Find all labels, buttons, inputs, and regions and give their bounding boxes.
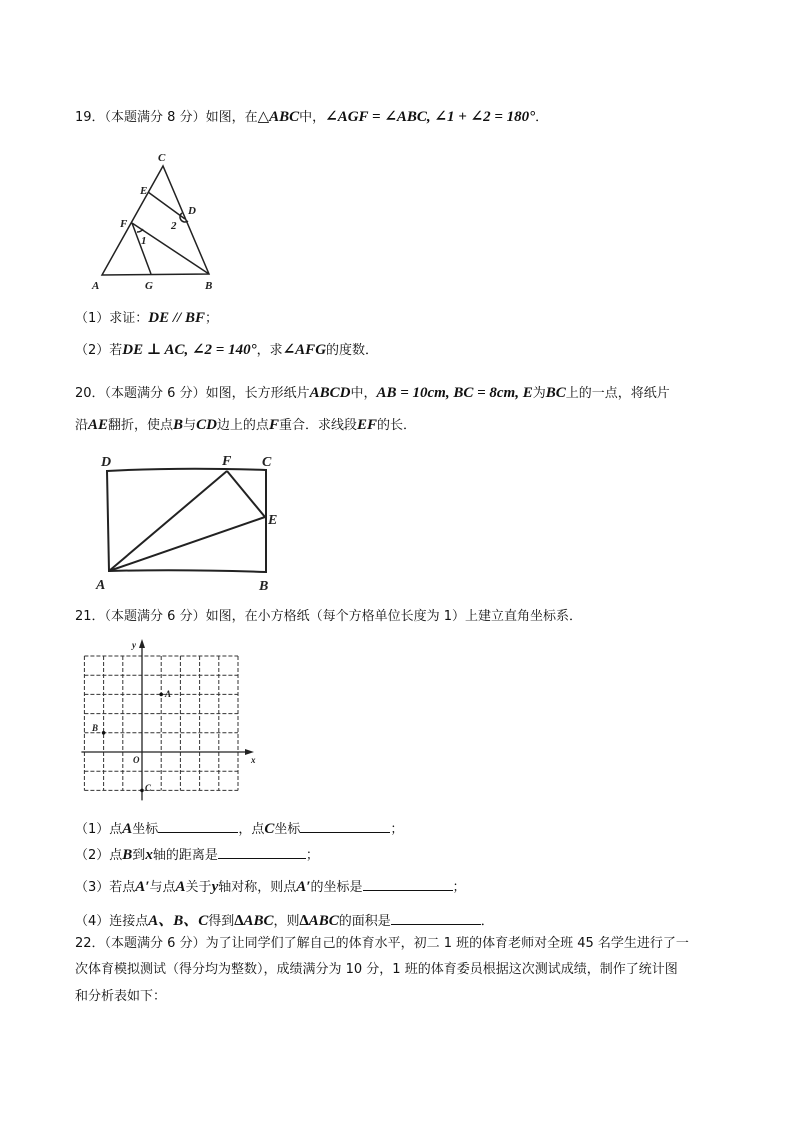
m: A′ — [296, 879, 311, 895]
q19-p2-mid: ，求 — [256, 343, 283, 358]
q21-label-A: A — [165, 689, 172, 699]
t: （1）点 — [75, 822, 123, 837]
t: 轴对称，则点 — [218, 880, 297, 895]
t: ； — [452, 880, 466, 895]
point-B — [102, 731, 106, 735]
q19-p2-math: DE ⊥ AC, ∠2 = 140° — [122, 342, 257, 358]
m: ABCD — [309, 385, 351, 401]
t: 上的一点，将纸片 — [565, 386, 670, 401]
q19-label-D: D — [188, 205, 196, 217]
q21-part2 — [75, 846, 319, 865]
t: 重合．求线段 — [278, 418, 357, 433]
t: （2）点 — [75, 848, 123, 863]
q19-label-A: A — [92, 280, 100, 292]
answer-blank[interactable] — [218, 846, 306, 859]
t: ； — [305, 848, 319, 863]
t: （3）若点 — [75, 880, 136, 895]
t: （4）连接点 — [75, 914, 149, 929]
y-axis-arrow-icon — [139, 639, 145, 648]
q19-triangle: △ABC — [257, 109, 300, 125]
m: x — [145, 847, 153, 863]
q21-grid — [81, 639, 254, 800]
t: 轴的距离是 — [152, 848, 218, 863]
q19-p2-math2: ∠AFG — [282, 342, 327, 358]
t: ； — [390, 822, 404, 837]
q22-line2: 次体育模拟测试（得分均为整数），成绩满分为 10 分，1 班的体育委员根据这次测试成绩，制作了统计图 — [75, 962, 678, 977]
t: 坐标 — [274, 822, 301, 837]
q21-stem — [75, 608, 582, 626]
t: 为 — [532, 386, 546, 401]
t: 到 — [132, 848, 146, 863]
t: ． — [480, 914, 494, 929]
t: 与点 — [149, 880, 176, 895]
t: 沿 — [75, 418, 89, 433]
answer-blank[interactable] — [158, 820, 238, 833]
q19-label-G: G — [145, 280, 153, 292]
q20-label-A: A — [96, 578, 106, 593]
q20-label-B: B — [259, 579, 269, 594]
q20-label-E: E — [268, 513, 278, 528]
m: B — [173, 417, 184, 433]
q19-part2 — [75, 341, 378, 360]
t: 边上的点 — [216, 418, 269, 433]
t: 坐标 — [132, 822, 159, 837]
q21-part1 — [75, 820, 403, 839]
m: EF — [356, 417, 377, 433]
q20-figure — [107, 469, 266, 572]
q20-stem-line2 — [75, 416, 416, 435]
q19-p2-label: （2）若 — [75, 343, 123, 358]
m: F — [268, 417, 279, 433]
answer-blank[interactable] — [391, 912, 481, 925]
q22-line1: 22．（本题满分 6 分）为了让同学们了解自己的体育水平，初二 1 班的体育老师对全班 45 名学生进行了一 — [75, 936, 689, 951]
q19-condition: ∠AGF = ∠ABC, ∠1 + ∠2 = 180° — [325, 109, 536, 125]
q20-label-C: C — [262, 455, 272, 470]
q21-part3 — [75, 878, 466, 897]
answer-blank[interactable] — [300, 820, 390, 833]
t: 中， — [350, 386, 377, 401]
q20-stem-line1 — [75, 384, 670, 403]
q21-label-B: B — [92, 723, 99, 733]
t: 的长． — [376, 418, 416, 433]
q20-label-F: F — [222, 454, 232, 469]
m: B — [122, 847, 133, 863]
t: ，则 — [273, 914, 300, 929]
q19-label-1: 1 — [141, 235, 147, 247]
m: ∆ABC — [234, 913, 274, 929]
q21-label-x: x — [251, 755, 256, 765]
q21-label-y: y — [132, 640, 136, 650]
t: 关于 — [185, 880, 212, 895]
m: y — [211, 879, 219, 895]
answer-blank[interactable] — [363, 878, 453, 891]
t: 翻折，使点 — [108, 418, 174, 433]
q19-intro: 19．（本题满分 8 分）如图，在 — [75, 110, 258, 125]
m: BC — [545, 385, 566, 401]
m: A — [175, 879, 186, 895]
q21-label-O: O — [133, 755, 140, 765]
q19-p1-end: ； — [204, 311, 218, 326]
m: AB = 10cm, BC = 8cm, E — [376, 385, 533, 401]
q22-line3: 和分析表如下： — [75, 989, 167, 1004]
m: A′ — [135, 879, 150, 895]
q20-label-D: D — [101, 455, 112, 470]
t: 的坐标是 — [310, 880, 363, 895]
q19-figure — [102, 166, 209, 275]
m: ∆ABC — [299, 913, 339, 929]
q21-part4 — [75, 912, 494, 931]
q19-label-C: C — [158, 152, 166, 164]
t: 的面积是 — [338, 914, 391, 929]
q19-p2-end: 的度数． — [326, 343, 379, 358]
m: CD — [196, 417, 217, 433]
q19-label-E: E — [140, 185, 148, 197]
m: C — [264, 821, 275, 837]
m: A — [122, 821, 133, 837]
point-A — [159, 693, 163, 697]
q19-label-B: B — [205, 280, 213, 292]
q19-p1-label: （1）求证： — [75, 311, 149, 326]
m: A、B、C — [148, 913, 209, 929]
q19-part1 — [75, 309, 218, 328]
t: 20．（本题满分 6 分）如图，长方形纸片 — [75, 386, 310, 401]
q19-end: ． — [535, 110, 549, 125]
m: AE — [88, 417, 109, 433]
q21-intro: 21．（本题满分 6 分）如图，在小方格纸（每个方格单位长度为 1）上建立直角坐标系． — [75, 609, 582, 624]
q19-label-2: 2 — [171, 220, 177, 232]
q19-mid: 中， — [299, 110, 326, 125]
t: 与 — [183, 418, 197, 433]
q19-label-F: F — [120, 218, 128, 230]
q21-label-C: C — [145, 783, 152, 793]
q19-p1-math: DE // BF — [148, 310, 205, 326]
point-C — [140, 789, 144, 793]
t: 得到 — [208, 914, 235, 929]
t: ，点 — [238, 822, 265, 837]
